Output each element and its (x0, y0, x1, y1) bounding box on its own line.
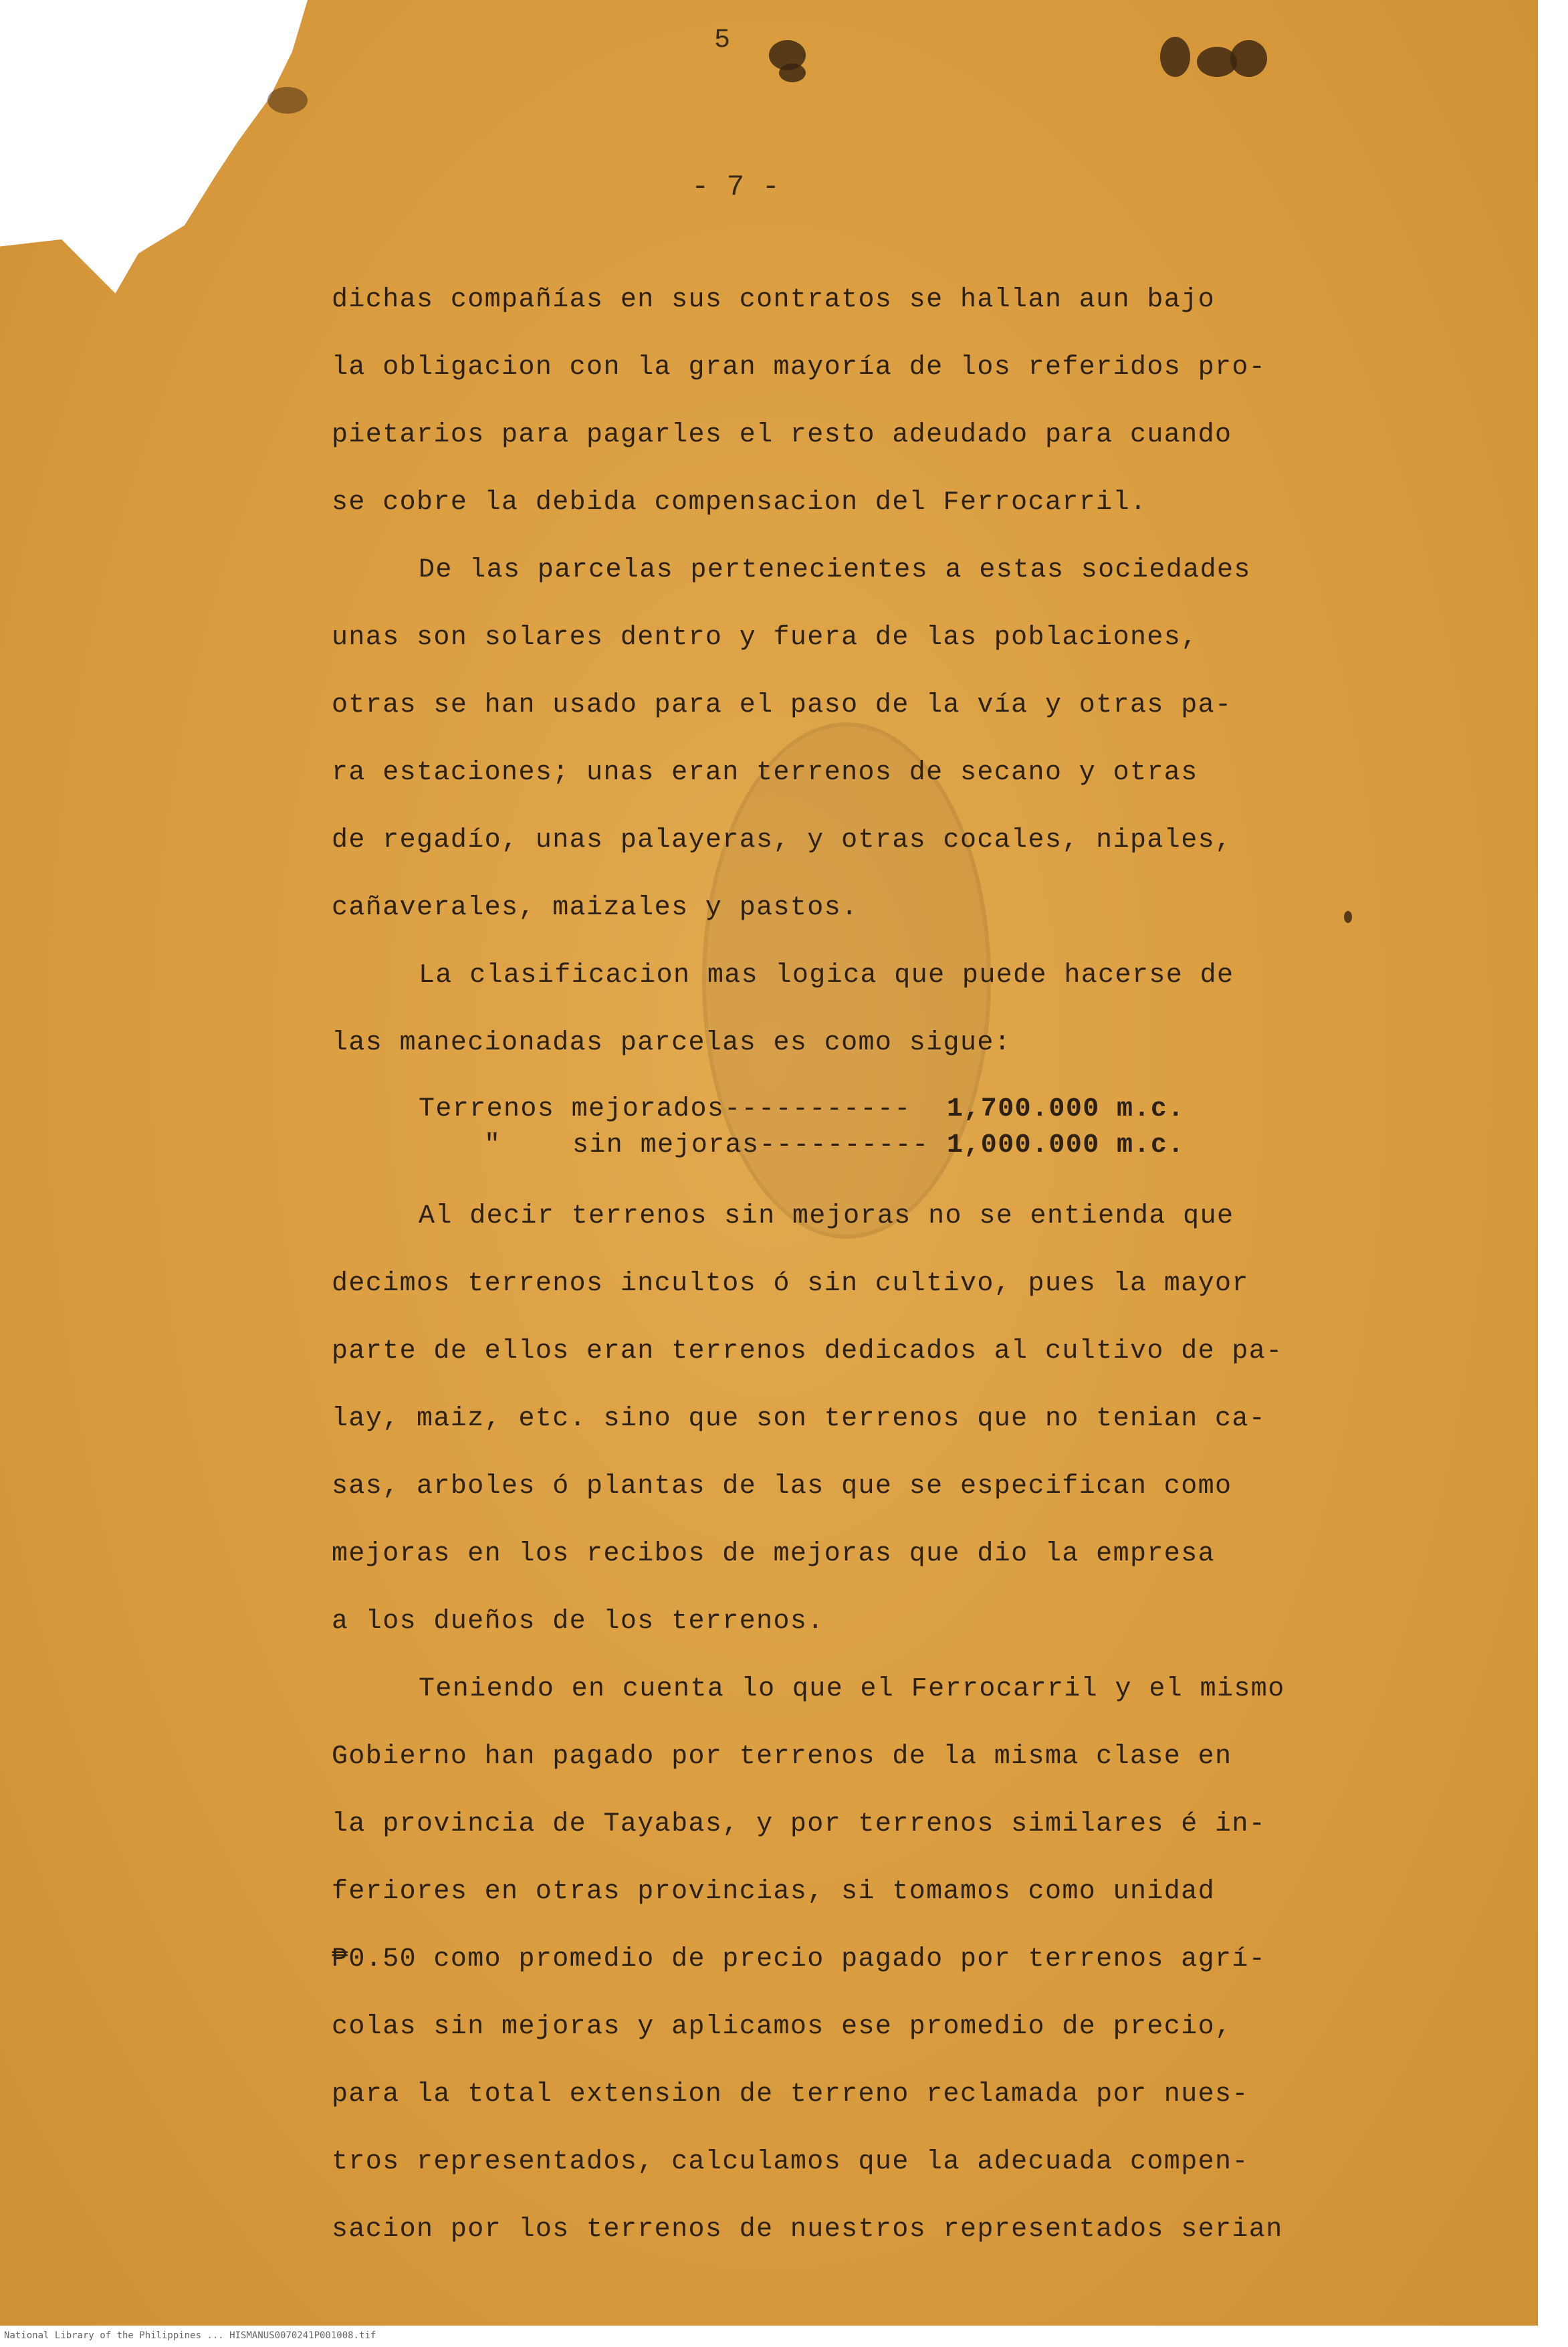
text-line: De las parcelas pertenecientes a estas sociedades (419, 555, 1251, 585)
ink-dot (1344, 911, 1352, 923)
row-label: Terrenos mejorados----------- (419, 1094, 911, 1124)
row-label: sin mejoras---------- (572, 1130, 929, 1160)
text-line: dichas compañías en sus contratos se hallan aun bajo (332, 285, 1216, 315)
text-line: se cobre la debida compensacion del Ferrocarril. (332, 488, 1147, 518)
classification-row (332, 1092, 1335, 1128)
archive-footer: National Library of the Philippines ... HISMANUS0070241P001008.tif (0, 2326, 1568, 2347)
text-line: ₱0.50 como promedio de precio pagado por terrenos agrí- (332, 1944, 1266, 1974)
classification-row (332, 1128, 1335, 1164)
text-line: colas sin mejoras y aplicamos ese promedio de precio, (332, 2012, 1232, 2042)
burn-hole (1230, 40, 1267, 77)
text-line: lay, maiz, etc. sino que son terrenos que no tenian ca- (332, 1404, 1266, 1434)
text-line: sas, arboles ó plantas de las que se especifican como (332, 1471, 1232, 1502)
text-line: de regadío, unas palayeras, y otras cocales, nipales, (332, 825, 1232, 855)
page-number: - 7 - (691, 171, 780, 204)
text-line: mejoras en los recibos de mejoras que dio la empresa (332, 1539, 1216, 1569)
text-line: pietarios para pagarles el resto adeudado para cuando (332, 420, 1232, 450)
text-line: la provincia de Tayabas, y por terrenos similares é in- (332, 1809, 1266, 1839)
text-line: Teniendo en cuenta lo que el Ferrocarril y el mismo (419, 1674, 1285, 1704)
burn-hole (267, 87, 308, 114)
text-line: feriores en otras provincias, si tomamos como unidad (332, 1877, 1216, 1907)
text-line: a los dueños de los terrenos. (332, 1607, 824, 1637)
text-line: parte de ellos eran terrenos dedicados al cultivo de pa- (332, 1336, 1283, 1366)
text-line: otras se han usado para el paso de la vía y otras pa- (332, 690, 1232, 720)
text-line: ra estaciones; unas eran terrenos de secano y otras (332, 758, 1198, 788)
text-line: Gobierno han pagado por terrenos de la misma clase en (332, 1742, 1232, 1772)
burn-hole (1160, 37, 1190, 77)
row-value: 1,700.000 m.c. (947, 1094, 1185, 1124)
burn-hole (779, 64, 806, 82)
text-line: sacion por los terrenos de nuestros representados serian (332, 2215, 1283, 2245)
text-line: tros representados, calculamos que la adecuada compen- (332, 2147, 1249, 2177)
text-line: Al decir terrenos sin mejoras no se entienda que (419, 1201, 1234, 1231)
text-line: para la total extension de terreno reclamada por nues- (332, 2079, 1249, 2110)
text-line: la obligacion con la gran mayoría de los referidos pro- (332, 352, 1266, 383)
top-mark: 5 (713, 25, 730, 56)
ditto-mark: " (484, 1130, 501, 1160)
document-body (332, 266, 1335, 2263)
text-line: cañaverales, maizales y pastos. (332, 893, 859, 923)
text-line: unas son solares dentro y fuera de las poblaciones, (332, 623, 1198, 653)
text-line: decimos terrenos incultos ó sin cultivo, pues la mayor (332, 1269, 1249, 1299)
row-value: 1,000.000 m.c. (947, 1130, 1185, 1160)
text-line: las manecionadas parcelas es como sigue: (332, 1028, 1012, 1058)
text-line: La clasificacion mas logica que puede hacerse de (419, 960, 1234, 991)
